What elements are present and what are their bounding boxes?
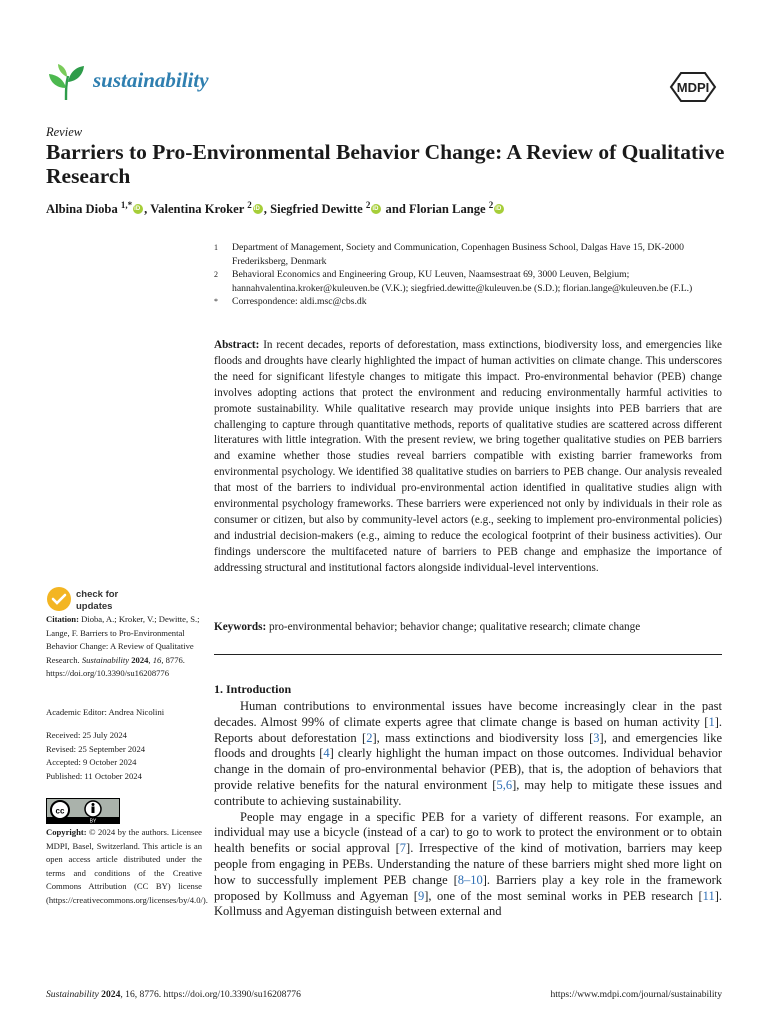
citation-block: Citation: Dioba, A.; Kroker, V.; Dewitte, S.; Lange, F. Barriers to Pro-Environmental Behavior Change: A Review of Qualitative Research. Sustainability 2024, 16, 8776. https://doi.org/10.3390/su16208776	[46, 614, 200, 678]
affiliation-item	[214, 268, 724, 295]
author-affiliation-mark: 2	[365, 200, 371, 210]
cc-by-license-badge[interactable]	[46, 798, 120, 824]
copyright-text: © 2024 by the authors. Licensee MDPI, Basel, Switzerland. This article is an open access article distributed under the terms and conditions of the Creative Commons Attribution (CC BY) license (https://creativecommons.org/licenses/by/4.0/).	[46, 827, 208, 905]
introduction-body	[214, 699, 722, 920]
body-paragraph: People may engage in a specific PEB for a variety of different reasons. For example, an individual may use a bicycle (instead of a car) to go to work to protect the environment or to obtain health benefits or social approval [7]. Irrespective of the kind of motivation, barriers may keep people from engaging in PEBs. Understanding the nature of these barriers might shed more light on how to successfully implement PEB change [8–10]. Barriers play a key role in the framework proposed by Kollmuss and Agyeman [9], one of the most seminal works in PEB research [11]. Kollmuss and Agyeman distinguish between external and	[214, 809, 722, 919]
citation-label: Citation:	[46, 614, 79, 624]
footer-journal-url[interactable]: https://www.mdpi.com/journal/sustainability	[550, 989, 722, 1000]
check-line-2: updates	[76, 601, 113, 612]
affiliation-mark: *	[214, 297, 218, 306]
journal-leaf-logo	[46, 62, 86, 102]
author-name: Florian Lange	[409, 202, 486, 217]
check-for-updates-badge[interactable]	[46, 586, 176, 612]
copyright-label: Copyright:	[46, 827, 87, 837]
affiliation-mark: 1	[214, 243, 218, 252]
affiliation-item	[214, 241, 724, 268]
affiliation-text: Department of Management, Society and Communication, Copenhagen Business School, Dalgas Have 15, DK-2000 Frederiksberg, Denmark	[232, 242, 684, 267]
citation-year: 2024	[131, 654, 149, 665]
author-affiliation-mark: 2	[488, 200, 494, 210]
accepted-date: Accepted: 9 October 2024	[46, 757, 137, 767]
abstract-text: In recent decades, reports of deforestation, mass extinctions, biodiversity loss, and emergencies like floods and droughts have clearly highlighted the impact of human activities on climate change. This underscores the need for significant lifestyle changes to mitigate this impact. Pro-environmental behavior (PEB) change involves adopting actions that protect the environment and reducing environmentally harmful activities to promote sustainability. While qualitative research may provide unique insights into PEB barriers that are challenging to capture through quantitative methods, reports of qualitative studies are scattered across different literatures with little integration. With the present review, we bring together qualitative studies on PEB barriers and examine whether those studies reveal barriers compatible with existing barrier frameworks from environmental psychology. We identified 38 qualitative studies on barriers to PEB change. Our analysis revealed that most of the barriers to individual pro-environmental action identified in qualitative studies align with environmental psychology frameworks. These barriers were experienced not only by individuals in their role as consumer or citizen, but also by community-level actors (e.g., seeking to implement pro-environmental policies) and industrial decision-makers (e.g., aiming to reduce the ecological footprint of their business activities). Our findings underscore the multifaceted nature of barriers to PEB change and emphasize the importance of addressing structural and institutional factors alongside individual-level interventions.	[214, 339, 722, 574]
mdpi-logo[interactable]	[665, 70, 721, 104]
footer-year: 2024	[101, 989, 121, 1000]
author-name: Albina Dioba	[46, 202, 118, 217]
orcid-icon[interactable]	[253, 204, 263, 214]
author-name: Siegfried Dewitte	[270, 202, 363, 217]
footer-journal: Sustainability	[46, 989, 99, 1000]
affiliation-mark: 2	[214, 270, 218, 279]
author-affiliation-mark: 1,*	[120, 200, 133, 210]
copyright-block	[46, 826, 208, 907]
footer-citation	[46, 989, 301, 1000]
abstract	[214, 338, 722, 577]
citation-link[interactable]: 8–10	[457, 872, 483, 887]
received-date: Received: 25 July 2024	[46, 730, 127, 740]
citation-doi[interactable]: , 8776. https://doi.org/10.3390/su16208776	[46, 654, 185, 678]
check-line-1: check for	[76, 589, 119, 600]
published-date: Published: 11 October 2024	[46, 770, 142, 781]
keywords	[214, 621, 722, 633]
citation-link[interactable]: 3	[593, 730, 600, 745]
history-dates	[46, 729, 202, 783]
citation-link[interactable]: 9	[417, 888, 425, 903]
abstract-label: Abstract:	[214, 339, 260, 351]
article-type: Review	[46, 125, 83, 139]
svg-text:cc: cc	[55, 806, 65, 816]
citation-link[interactable]: 4	[323, 746, 330, 761]
citation-link[interactable]: 5,6	[496, 777, 513, 792]
cc-by-label: BY	[89, 818, 97, 824]
affiliation-item	[214, 295, 724, 309]
author-name: Valentina Kroker	[150, 202, 245, 217]
citation-link[interactable]: 11	[702, 888, 715, 903]
citation-text: Dioba, A.; Kroker, V.; Dewitte, S.; Lange, F. Barriers to Pro-Environmental Behavior Change: A Review of Qualitative Research.	[46, 614, 200, 665]
citation-journal: Sustainability	[81, 654, 130, 665]
citation-link[interactable]: 7	[399, 841, 407, 856]
body-paragraph: Human contributions to environmental issues have become increasingly clear in the past decades. Almost 99% of climate experts agree that climate change is based on human activity [1]. Reports about deforestation [2], mass extinctions and biodiversity loss [3], and emergencies like floods and droughts [4] clearly highlight the human impact on those outcomes. Individual behavior change in the domain of pro-environmental behavior (PEB), that is, the adoption of behaviors that provide relative benefits for the natural environment [5,6], may help to mitigate these issues and contribute to achieving sustainability.	[214, 699, 723, 808]
footer-doi[interactable]: , 16, 8776. https://doi.org/10.3390/su16208776	[120, 989, 301, 1000]
article-title: Barriers to Pro-Environmental Behavior Change: A Review of Qualitative Research	[46, 140, 725, 188]
keywords-label: Keywords:	[214, 621, 267, 633]
section-heading: 1. Introduction	[214, 682, 292, 696]
revised-date: Revised: 25 September 2024	[46, 743, 146, 754]
citation-link[interactable]: 2	[366, 730, 373, 745]
orcid-icon[interactable]	[371, 204, 381, 214]
orcid-icon[interactable]	[494, 204, 504, 214]
citation-link[interactable]: 1	[708, 714, 715, 729]
keywords-text: pro-environmental behavior; behavior change; qualitative research; climate change	[269, 621, 641, 633]
author-list: Albina Dioba $^{1,*}$iD , Valentina Kroker $^2$iD , Siegfried Dewitte $^2$iD and Florian Lange $^2$iD	[46, 200, 746, 217]
affiliation-text: Correspondence: aldi.msc@cbs.dk	[232, 296, 367, 307]
academic-editor: Academic Editor: Andrea Nicolini	[46, 707, 165, 717]
orcid-icon[interactable]	[133, 204, 143, 214]
author-affiliation-mark: 2	[247, 200, 252, 210]
affiliations	[214, 241, 724, 309]
publisher-name: MDPI	[676, 80, 710, 95]
section-divider	[214, 654, 722, 655]
journal-name[interactable]: sustainability	[93, 68, 209, 92]
citation-volume: 16	[152, 654, 162, 665]
affiliation-text: Behavioral Economics and Engineering Group, KU Leuven, Naamsestraat 69, 3000 Leuven, Belgium; hannahvalentina.kroker@kuleuven.be (V.K.); siegfried.dewitte@kuleuven.be (S.D.); florian.lange@kuleuven.be (F.L.)	[232, 269, 693, 294]
